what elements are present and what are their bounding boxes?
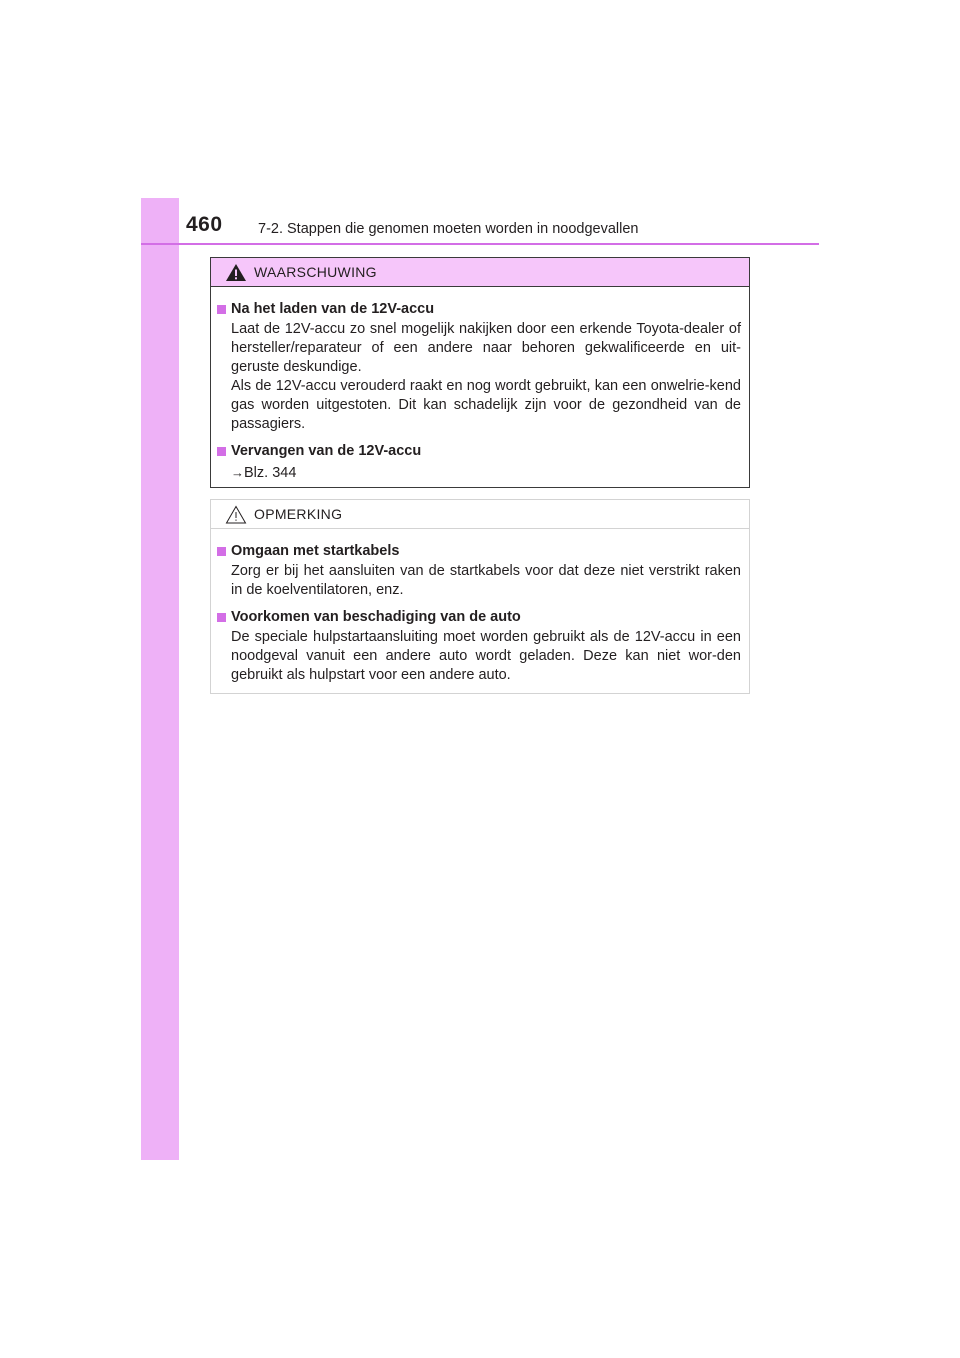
notice-item-title: Omgaan met startkabels bbox=[231, 543, 400, 559]
warning-box-body bbox=[211, 287, 749, 483]
chapter-side-band bbox=[141, 198, 179, 1160]
square-bullet-icon bbox=[217, 613, 226, 622]
warning-item-title: Na het laden van de 12V-accu bbox=[231, 301, 435, 317]
notice-box-header bbox=[211, 500, 749, 529]
notice-item-text: De speciale hulpstartaansluiting moet worden gebruikt als de 12V-accu in een noodgeval vanuit een andere auto wordt geladen. Deze kan niet wor-den gebruikt als hulpstart voor een andere auto. bbox=[231, 629, 741, 683]
warning-box bbox=[210, 257, 750, 488]
warning-item-title: Vervangen van de 12V-accu bbox=[231, 443, 422, 459]
square-bullet-icon bbox=[217, 547, 226, 556]
section-title: 7-2. Stappen die genomen moeten worden in noodgevallen bbox=[258, 221, 639, 237]
caution-outline-triangle-icon bbox=[225, 505, 247, 524]
square-bullet-icon bbox=[217, 305, 226, 314]
notice-label: OPMERKING bbox=[254, 506, 343, 522]
warning-item-replace bbox=[216, 442, 741, 483]
warning-item-text: Als de 12V-accu verouderd raakt en nog wordt gebruikt, kan een onwelrie-kend gas worden uitgestoten. Dit kan schadelijk zijn voor de gezondheid van de passagiers. bbox=[231, 378, 741, 432]
notice-item-damage bbox=[216, 608, 741, 685]
warning-label: WAARSCHUWING bbox=[254, 264, 377, 280]
arrow-right-icon: → bbox=[231, 465, 244, 480]
notice-box-body bbox=[211, 529, 749, 685]
notice-item-cables bbox=[216, 542, 741, 600]
notice-item-text: Zorg er bij het aansluiten van de startkabels voor dat deze niet verstrikt raken in de koelventilatoren, enz. bbox=[231, 563, 741, 598]
header-divider bbox=[141, 243, 819, 245]
notice-item-title: Voorkomen van beschadiging van de auto bbox=[231, 609, 521, 625]
square-bullet-icon bbox=[217, 447, 226, 456]
notice-box bbox=[210, 499, 750, 694]
warning-box-header bbox=[211, 258, 749, 287]
page-number: 460 bbox=[186, 213, 223, 236]
page-reference-text[interactable]: Blz. 344 bbox=[244, 465, 297, 481]
warning-triangle-icon bbox=[225, 263, 247, 282]
page-reference bbox=[216, 463, 741, 483]
warning-item-text: Laat de 12V-accu zo snel mogelijk nakijken door een erkende Toyota-dealer of hersteller/reparateur of een andere naar behoren gekwalificeerde en uit-geruste deskundige. bbox=[231, 321, 741, 375]
warning-item-charging bbox=[216, 300, 741, 434]
